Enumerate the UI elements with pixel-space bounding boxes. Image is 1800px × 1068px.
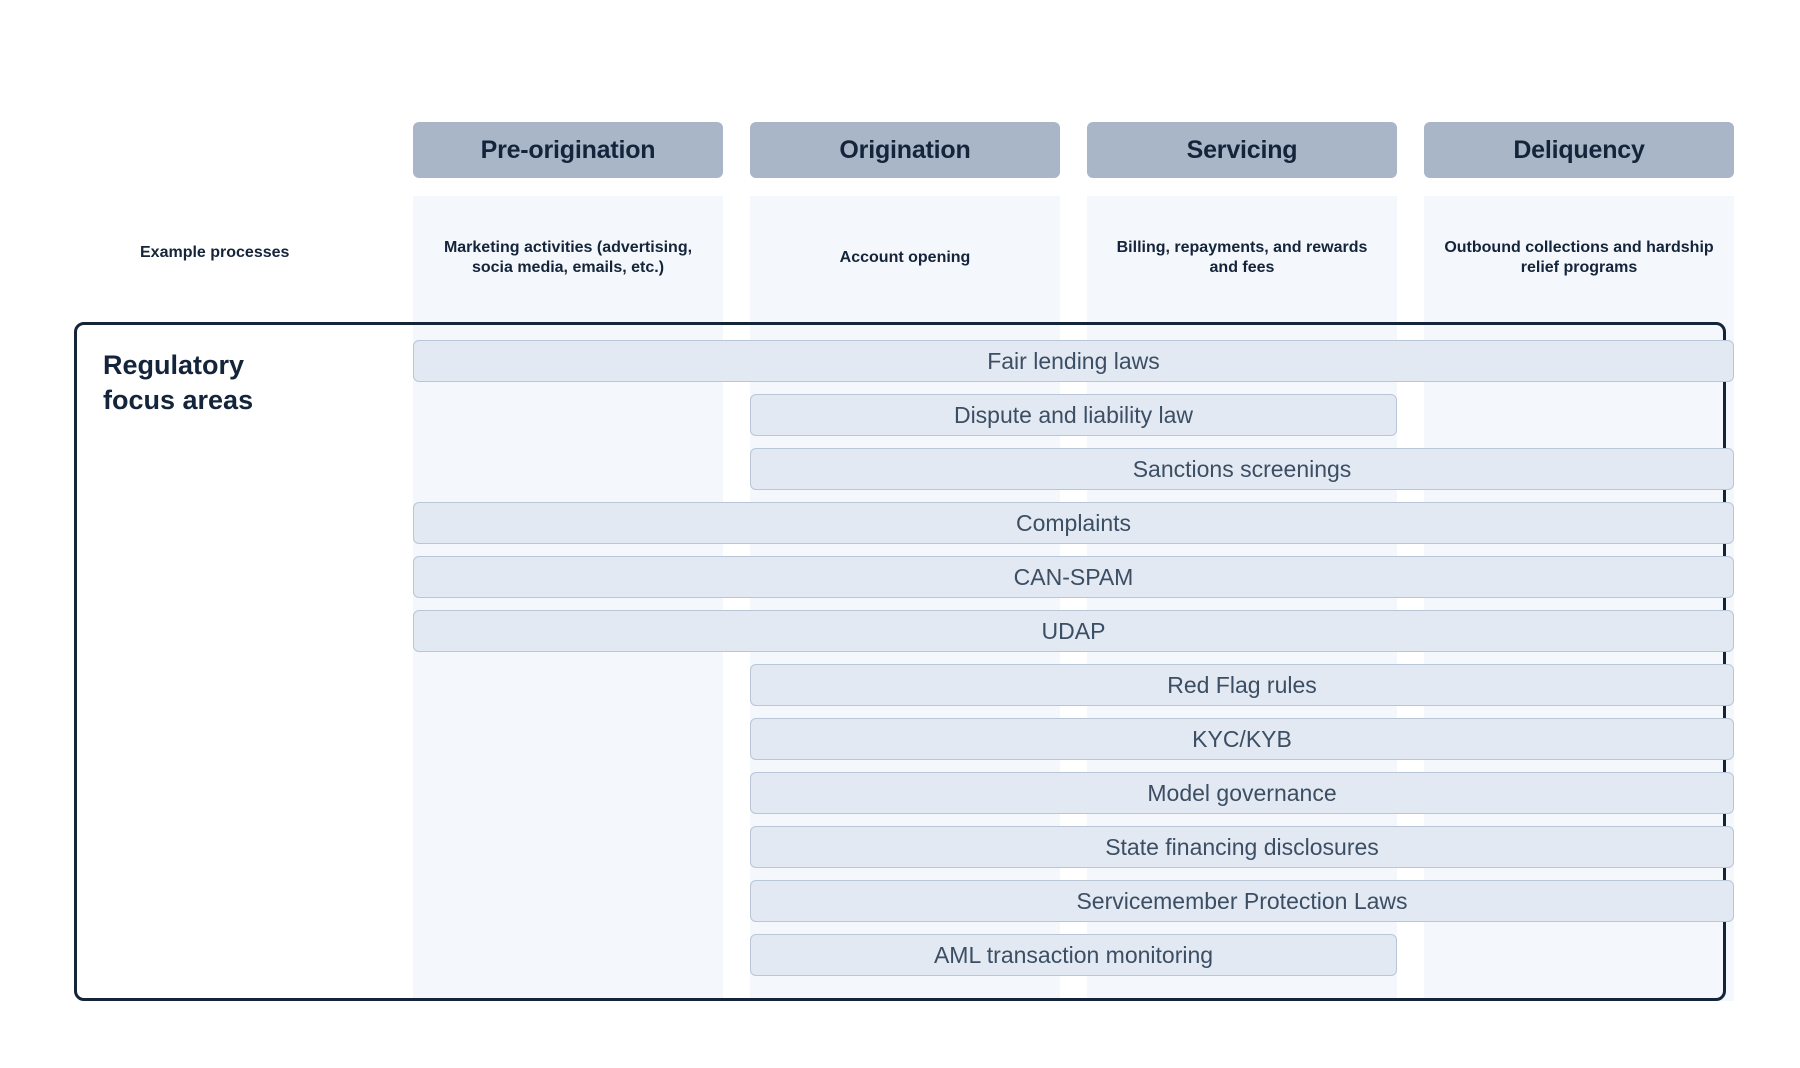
regulatory-row-label: Sanctions screenings bbox=[1132, 455, 1352, 482]
regulatory-row bbox=[750, 934, 1397, 976]
regulatory-row-label: UDAP bbox=[1041, 617, 1106, 644]
column-header-label: Deliquency bbox=[1513, 135, 1645, 164]
regulatory-row bbox=[750, 448, 1734, 490]
column-header-label: Servicing bbox=[1186, 135, 1298, 164]
column-header-pre-origination bbox=[413, 122, 723, 178]
regulatory-row bbox=[413, 610, 1734, 652]
regulatory-row bbox=[750, 664, 1734, 706]
regulatory-row bbox=[413, 502, 1734, 544]
regulatory-row bbox=[750, 772, 1734, 814]
process-cell-origination bbox=[750, 196, 1060, 320]
regulatory-row bbox=[413, 340, 1734, 382]
column-header-origination bbox=[750, 122, 1060, 178]
regulatory-row bbox=[413, 556, 1734, 598]
regulatory-row-label: Servicemember Protection Laws bbox=[1076, 887, 1408, 914]
regulatory-row-label: Fair lending laws bbox=[987, 347, 1160, 374]
column-header-label: Pre-origination bbox=[480, 135, 656, 164]
regulatory-row-label: Dispute and liability law bbox=[953, 401, 1194, 428]
regulatory-row-label: Model governance bbox=[1147, 779, 1337, 806]
process-cell-text: Account opening bbox=[839, 248, 971, 266]
regulatory-row-label: Red Flag rules bbox=[1167, 671, 1317, 698]
regulatory-row bbox=[750, 718, 1734, 760]
regulatory-row-label: KYC/KYB bbox=[1192, 725, 1292, 752]
process-cell-text: Marketing activities (advertising, socia media, emails, etc.) bbox=[443, 238, 693, 276]
regulatory-focus-title-line1: Regulatory bbox=[103, 350, 245, 380]
regulatory-row bbox=[750, 880, 1734, 922]
regulatory-row bbox=[750, 826, 1734, 868]
column-header-deliquency bbox=[1424, 122, 1734, 178]
regulatory-focus-title bbox=[103, 348, 363, 417]
process-cell-pre-origination bbox=[413, 196, 723, 320]
process-cell-text: Outbound collections and hardship relief programs bbox=[1444, 238, 1714, 276]
column-header-label: Origination bbox=[839, 135, 971, 164]
process-cell-deliquency bbox=[1424, 196, 1734, 320]
regulatory-row-label: CAN-SPAM bbox=[1013, 563, 1134, 590]
regulatory-row-label: Complaints bbox=[1015, 509, 1132, 536]
regulatory-focus-title-line2: focus areas bbox=[103, 384, 254, 415]
regulatory-row bbox=[750, 394, 1397, 436]
process-cell-servicing bbox=[1087, 196, 1397, 320]
regulatory-row-label: State financing disclosures bbox=[1105, 833, 1379, 860]
regulatory-row-label: AML transaction monitoring bbox=[933, 941, 1214, 968]
column-header-servicing bbox=[1087, 122, 1397, 178]
example-processes-label: Example processes bbox=[140, 244, 290, 261]
process-cell-text: Billing, repayments, and rewards and fees bbox=[1116, 238, 1368, 276]
